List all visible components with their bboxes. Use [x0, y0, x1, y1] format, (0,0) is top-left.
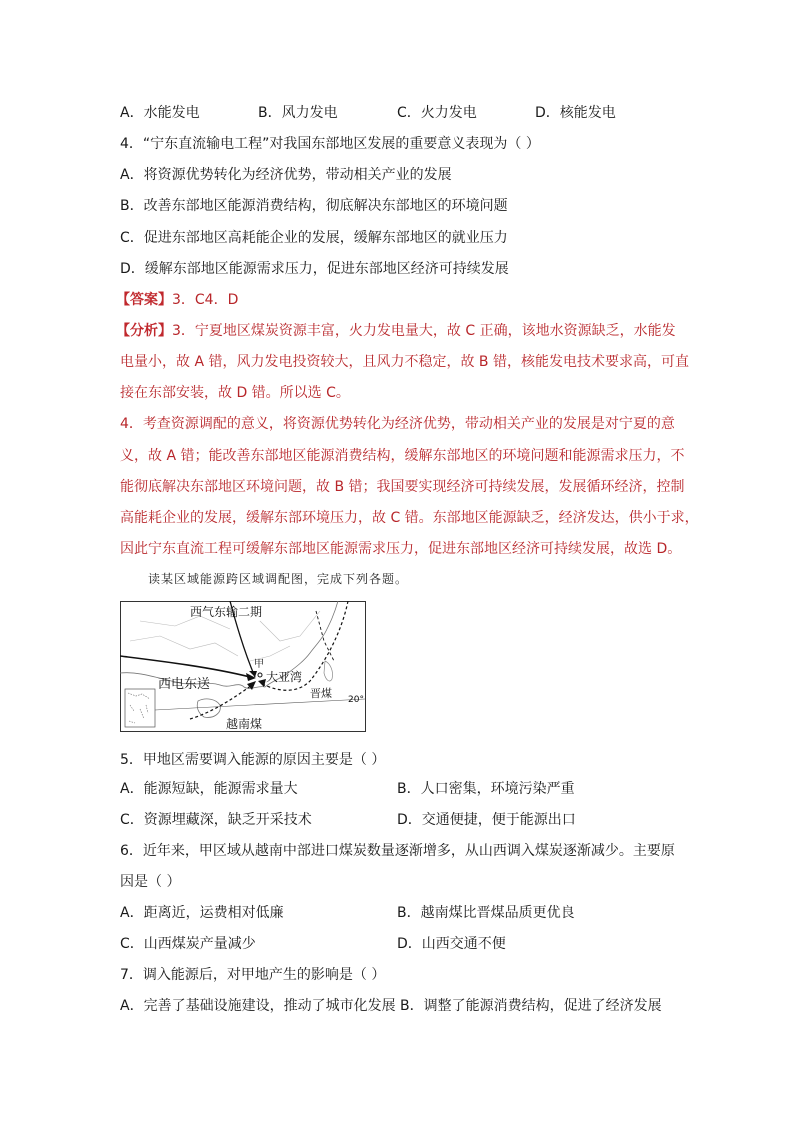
q3-option-c: C．火力发电 [397, 105, 477, 121]
q3-option-b: B．风力发电 [258, 105, 338, 121]
analysis-3-line-3: 接在东部安装，故 D 错。所以选 C。 [120, 385, 350, 401]
q6-option-a: A．距离近，运费相对低廉 [120, 905, 284, 921]
analysis-3-line-2: 电量小，故 A 错，风力发电投资较大，且风力不稳定，故 B 错，核能发电技术要求高，可直 [120, 354, 689, 370]
label-jia: 甲 [254, 659, 264, 670]
label-west-power: 西电东送 [158, 677, 211, 692]
q3-option-d: D．核能发电 [535, 105, 616, 121]
q4-option-b: B．改善东部地区能源消费结构，彻底解决东部地区的环境问题 [120, 198, 508, 214]
q6-option-b: B．越南煤比晋煤品质更优良 [397, 905, 575, 921]
label-jin-coal: 晋煤 [310, 687, 332, 700]
q5-option-a: A．能源短缺，能源需求量大 [120, 781, 298, 797]
answer-tag: 【答案】 [116, 292, 172, 308]
section-intro: 读某区域能源跨区域调配图，完成下列各题。 [148, 572, 409, 586]
q7-options-line: A．完善了基础设施建设，推动了城市化发展 B．调整了能源消费结构，促进了经济发展 [120, 998, 662, 1014]
analysis-4-line-4: 高能耗企业的发展，缓解东部环境压力，故 C 错。东部地区能源缺乏，经济发达，供小于求， [120, 510, 699, 526]
label-daya-bay: 大亚湾 [266, 670, 303, 684]
q4-option-d: D．缓解东部地区能源需求压力，促进东部地区经济可持续发展 [120, 261, 509, 277]
map-frame [121, 602, 366, 732]
q5-stem: 5．甲地区需要调入能源的原因主要是（ ） [120, 752, 386, 768]
q6-option-c: C．山西煤炭产量减少 [120, 936, 256, 952]
label-west-gas: 西气东输二期 [190, 605, 263, 619]
q5-option-b: B．人口密集，环境污染严重 [397, 781, 575, 797]
analysis-4-line-1: 4．考查资源调配的意义，将资源优势转化为经济优势，带动相关产业的发展是对宁夏的意 [120, 416, 675, 432]
q7-stem: 7．调入能源后，对甲地产生的影响是（ ） [120, 967, 386, 983]
analysis-4-line-5: 因此宁东直流工程可缓解东部地区能源需求压力，促进东部地区经济可持续发展，故选 D。 [120, 541, 682, 557]
q6-option-d: D．山西交通不便 [397, 936, 506, 952]
energy-transfer-map [120, 601, 366, 732]
q6-stem-line-2: 因是（ ） [120, 874, 181, 890]
q5-option-c: C．资源埋藏深，缺乏开采技术 [120, 812, 312, 828]
analysis-3-text-1: 3．宁夏地区煤炭资源丰富，火力发电量大，故 C 正确，该地水资源缺乏，水能发 [172, 323, 676, 339]
q4-option-a: A．将资源优势转化为经济优势，带动相关产业的发展 [120, 167, 452, 183]
analysis-tag: 【分析】 [116, 323, 172, 339]
answer-text: 3．C4．D [172, 292, 239, 308]
label-latitude: 20° [348, 695, 364, 705]
answer-line [116, 290, 238, 310]
q3-option-a: A．水能发电 [120, 105, 200, 121]
label-vietnam-coal: 越南煤 [226, 717, 263, 731]
jia-point [258, 673, 262, 677]
q5-option-d: D．交通便捷，便于能源出口 [397, 812, 576, 828]
q6-stem-line-1: 6．近年来，甲区域从越南中部进口煤炭数量逐渐增多，从山西调入煤炭逐渐减少。主要原 [120, 843, 675, 859]
analysis-4-line-2: 义，故 A 错；能改善东部地区能源消费结构，缓解东部地区的环境问题和能源需求压力，不 [120, 448, 685, 464]
q4-stem: 4．“宁东直流输电工程”对我国东部地区发展的重要意义表现为（ ） [120, 136, 540, 152]
analysis-3-line-1 [116, 321, 676, 341]
q4-option-c: C．促进东部地区高耗能企业的发展，缓解东部地区的就业压力 [120, 230, 508, 246]
analysis-4-line-3: 能彻底解决东部地区环境问题，故 B 错；我国要实现经济可持续发展，发展循环经济，控制 [120, 479, 685, 495]
